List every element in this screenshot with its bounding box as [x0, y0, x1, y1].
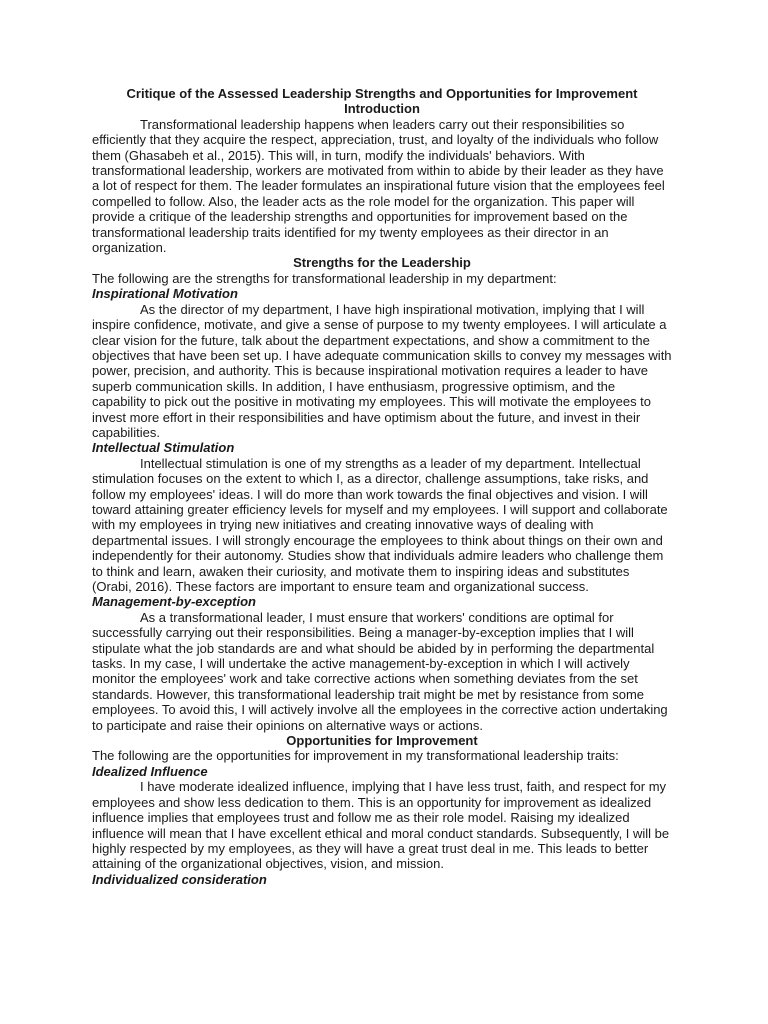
subheading-individualized-consideration: Individualized consideration	[92, 871, 267, 887]
section-heading-introduction: Introduction	[344, 101, 420, 117]
section-heading-opportunities: Opportunities for Improvement	[286, 733, 478, 749]
idealized-influence-paragraph: I have moderate idealized influence, implying that I have less trust, faith, and respect for my employees and show less dedication to them. This is an opportunity for improvement as idealized influence implies that employees trust and follow me as their role model. Raising my idealized influence will mean that I have excellent ethical and moral conduct standards. Subsequently, I will be highly respected by my employees, as they will have a great trust deal in me. This leads to better attaining of the organizational objectives, vision, and mission.	[92, 779, 670, 872]
opportunities-intro-text: The following are the opportunities for improvement in my transformational leadership traits:	[92, 748, 619, 764]
document-title: Critique of the Assessed Leadership Strengths and Opportunities for Improvement	[126, 86, 638, 101]
strengths-intro-text: The following are the strengths for transformational leadership in my department:	[92, 270, 557, 286]
subheading-inspirational-motivation: Inspirational Motivation	[92, 286, 238, 302]
subheading-management-by-exception: Management-by-exception	[92, 594, 256, 610]
introduction-paragraph: Transformational leadership happens when leaders carry out their responsibilities so efficiently that they acquire the respect, appreciation, trust, and loyalty of the individuals who follow them (Ghasabeh et al., 2015). This will, in turn, modify the individuals' behaviors. With transformational leadership, workers are motivated from within to abide by their leader as they have a lot of respect for them. The leader formulates an inspirational future vision that the employees feel compelled to follow. Also, the leader acts as the role model for the organization. This paper will provide a critique of the leadership strengths and opportunities for improvement based on the transformational leadership traits identified for my twenty employees as their director in an organization.	[92, 116, 665, 256]
intellectual-stimulation-paragraph: Intellectual stimulation is one of my strengths as a leader of my department. Intellectual stimulation focuses on the extent to which I, as a director, challenge assumptions, take risks, and follow my employees' ideas. I will do more than work towards the final objectives and vision. I will toward attaining greater efficiency levels for myself and my employees. I will support and collaborate with my employees in trying new initiatives and creating innovative ways of dealing with departmental issues. I will strongly encourage the employees to think about things on their own and independently for their autonomy. Studies show that individuals admire leaders who challenge them to think and learn, awaken their curiosity, and motivate them to inspiring ideas and substitutes (Orabi, 2016). These factors are important to ensure team and organizational success.	[92, 455, 668, 594]
document-page	[92, 86, 672, 887]
subheading-intellectual-stimulation: Intellectual Stimulation	[92, 440, 235, 456]
management-by-exception-paragraph: As a transformational leader, I must ensure that workers' conditions are optimal for successfully carrying out their responsibilities. Being a manager-by-exception implies that I will stipulate what the job standards are and what should be abided by in performing the departmental tasks. In my case, I will undertake the active management-by-exception in which I will actively monitor the employees' work and take corrective actions when something deviates from the set standards. However, this transformational leadership trait might be met by resistance from some employees. To avoid this, I will actively involve all the employees in the corrective action undertaking to participate and raise their opinions on alternative ways or actions.	[92, 609, 668, 733]
subheading-idealized-influence: Idealized Influence	[92, 763, 208, 779]
inspirational-motivation-paragraph: As the director of my department, I have high inspirational motivation, implying that I will inspire confidence, motivate, and give a sense of purpose to my twenty employees. I will articulate a clear vision for the future, talk about the department expectations, and show a commitment to the objectives that have been set up. I have adequate communication skills to convey my messages with power, precision, and authority. This is because inspirational motivation requires a leader to have superb communication skills. In addition, I have enthusiasm, progressive optimism, and the capability to pick out the positive in motivating my employees. This will motivate the employees to invest more effort in their responsibilities and have optimism about the future, and invest in their capabilities.	[92, 301, 672, 440]
section-heading-strengths: Strengths for the Leadership	[293, 255, 471, 271]
